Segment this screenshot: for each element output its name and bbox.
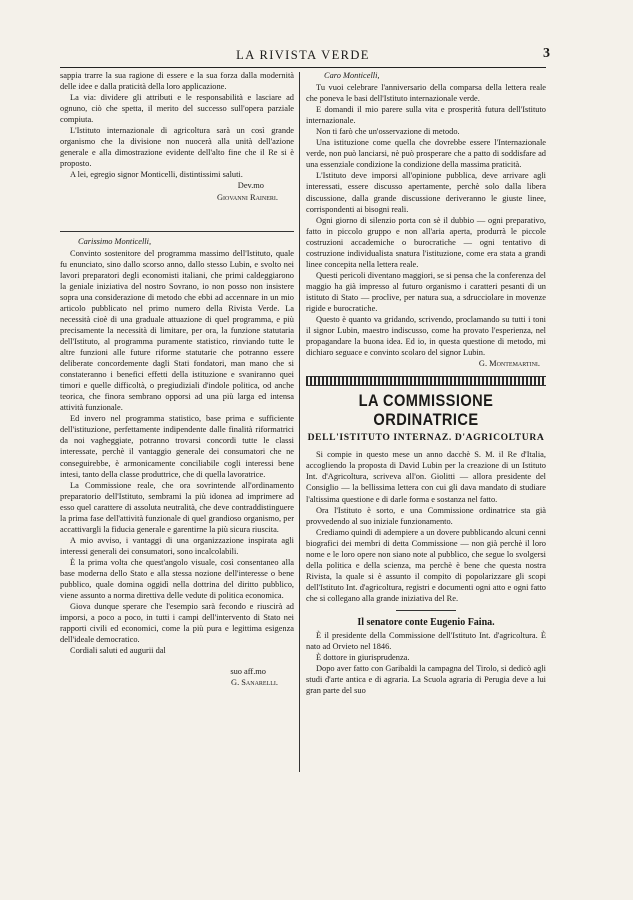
signature-raineri: Giovanni Raineri. bbox=[216, 192, 278, 202]
header-rule bbox=[60, 67, 546, 68]
paragraph: E domandi il mio parere sulla vita e prosperità futura dell'Istituto internazionale. bbox=[306, 105, 546, 126]
person-heading: Il senatore conte Eugenio Faina. bbox=[357, 616, 495, 628]
paragraph: Convinto sostenitore del programma massimo dell'Istituto, quale fu enunciato, sino dallo scorso anno, dallo stesso Lubin, e svolto nei lavori preparatori degli economisti italiani, che primi caldeggiarono la geniale iniziativa del nostro Sovrano, io non posso non insistere sopra una considerazione di metodo che ebbi ad accennare in un mio articolo pubblicato nel primo numero della Rivista Verde. La necessità cioè di una graduale attuazione di quel programma, e più precisamente la necessità di limitare, per ora, la funzione statutaria dell'Istituto, al programma puramente statistico, rinviando tutte le altre funzioni alle future riforme statutarie che potranno essere deliberate concordemente dagli Stati fondatori, man mano che si constateranno i benefici effetti della istituzione e svaniranno quei timori e quelle difficoltà, o pregiudiziali d'indole politica, od anche teorica, che finora sembrano opporsi ad una più larga ed intensa attività funzionale. bbox=[60, 248, 294, 413]
signature-montemartini: G. Montemartini. bbox=[478, 359, 540, 369]
section-subtitle: DELL'ISTITUTO INTERNAZ. D'AGRICOLTURA bbox=[307, 432, 545, 444]
ornamental-rule bbox=[306, 376, 546, 386]
right-column bbox=[306, 70, 546, 696]
left-column bbox=[60, 70, 294, 688]
paragraph: Ed invero nel programma statistico, base prima e sufficiente dell'istituzione, perfettamente indipendente dalle finalità riformatrici da noi vagheggiate, potranno trovarsi concordi tutte le classi interessate, perchè il vantaggio generale dei consumatori che ne conseguirebbe, è armonicamente conciliabile cogli interessi bene intesi, tanto della classe produttrice, che di quella lavoratrice. bbox=[60, 414, 294, 479]
paragraph: A lei, egregio signor Monticelli, distintissimi saluti. bbox=[70, 170, 243, 180]
paragraph: Non ti farò che un'osservazione di metodo. bbox=[316, 127, 460, 137]
signature-closing: suo aff.mo bbox=[230, 667, 266, 677]
paragraph: sappia trarre la sua ragione di essere e la sua forza dalla modernità delle idee e dalla praticità della loro applicazione. bbox=[60, 71, 294, 92]
page-number: 3 bbox=[543, 46, 550, 61]
section-title: LA COMMISSIONE ORDINATRICE bbox=[358, 391, 494, 430]
paragraph: È il presidente della Commissione dell'Istituto Int. d'agricoltura. È nato ad Orvieto nel 1846. bbox=[306, 631, 546, 652]
paragraph: A mio avviso, i vantaggi di una organizzazione inspirata agli interessi generali dei consumatori, sono incalcolabili. bbox=[60, 535, 294, 556]
paragraph: L'Istituto deve imporsi all'opinione pubblica, deve arrivare agli interessati, essere discusso apertamente, perchè solo dalla libera discussione, dalla grande discussione deriveranno le giuste linee, corrispondenti ai bisogni reali. bbox=[306, 171, 546, 214]
journal-title: LA RIVISTA VERDE bbox=[236, 48, 370, 62]
section-divider bbox=[396, 610, 456, 611]
paragraph: La via: dividere gli attributi e le responsabilità e lasciare ad ognuno, ciò che spetta, il merito del successo sull'opera parziale compiuta. bbox=[60, 93, 294, 125]
signature-sanarelli: G. Sanarelli. bbox=[231, 678, 278, 688]
paragraph: Crediamo quindi di adempiere a un dovere pubblicando alcuni cenni biografici dei membri di detta Commissione — non già perchè il loro nome e le loro opere non siano note al pubblico, che segue lo svolgersi della politica e della scienza, ma perchè è bene che questa nostra Rivista, la quale si è assunto il compito di popolarizzare gli scopi dell'Istituto Int. d'agricoltura, registri e documenti ogni atto e ogni fatto che si collegano alla grande iniziativa del Re. bbox=[306, 527, 546, 603]
paragraph: Giova dunque sperare che l'esempio sarà fecondo e riuscirà ad imporsi, a poco a poco, in tutti i campi dell'intervento di Stato nei rapporti civili ed economici, come la più pura e legittima esigenza dell'ideale democratico. bbox=[60, 602, 294, 645]
paragraph: È dottore in giurisprudenza. bbox=[316, 653, 410, 663]
paragraph: Dopo aver fatto con Garibaldi la campagna del Tirolo, si dedicò agli studi d'arte antica e di agraria. La Scuola agraria di Perugia deve a lui gran parte del suo bbox=[306, 664, 546, 696]
letter-salutation: Caro Monticelli, bbox=[324, 71, 380, 80]
column-divider bbox=[299, 72, 300, 772]
paragraph: Si compie in questo mese un anno dacchè S. M. il Re d'Italia, accogliendo la proposta di David Lubin per la creazione di un Istituto Int. d'Agricoltura, scriveva all'on. Giolitti — allora presidente del Consiglio — la bellissima lettera con cui gli dava mandato di studiare l'altissima questione e di darle forma e sostanza nel fatto. bbox=[306, 450, 546, 504]
paragraph: L'Istituto internazionale di agricoltura sarà un così grande organismo che la divisione non nuocerà alla unità dell'azione generale e alla dimostrazione evidente dell'alto fine che il Re si è proposto. bbox=[60, 126, 294, 169]
paragraph: Questo è quanto va gridando, scrivendo, proclamando su tutti i toni il signor Lubin, maestro indiscusso, come ha provato l'esperienza, nel propagandare la buona idea. Ed io, in questa questione di metodo, mi dichiaro seguace e convinto scolaro del signor Lubin. bbox=[306, 315, 546, 358]
letter-salutation: Carissimo Monticelli, bbox=[78, 236, 152, 246]
paragraph: La Commissione reale, che ora sovrintende all'ordinamento preparatorio dell'Istituto, sembrami la più idonea ad imprimere ad esso quel carattere di assoluta neutralità, che deve contraddistinguere la prima fase dell'attività funzionale di quel grandioso organismo, per accattivargli la fiducia generale e garentirne la più sicura riuscita. bbox=[60, 480, 294, 534]
paragraph: Questi pericoli diventano maggiori, se si pensa che la conferenza del maggio ha già impresso al futuro organismo i caratteri pesanti di un istituto di Stato — proclive, per natura sua, a sdrucciolare in movenze rigide e burocratiche. bbox=[306, 270, 546, 313]
paragraph: Una istituzione come quella che dovrebbe essere l'Internazionale verde, non può lanciarsi, nè può prosperare che a patto di soddisfare ad una essenziale condizione la condizione della massima praticità. bbox=[306, 138, 546, 170]
paragraph: Cordiali saluti ed augurii dal bbox=[70, 646, 166, 656]
paragraph: Ora l'Istituto è sorto, e una Commissione ordinatrice sta già provvedendo al suo iniziale funzionamento. bbox=[306, 505, 546, 526]
running-header bbox=[60, 46, 550, 66]
paragraph: Ogni giorno di silenzio porta con sè il dubbio — ogni preparativo, fatto in piccolo gruppo e non all'aria aperta, produrrà le piccole costruzioni accademiche o burocratiche — ogni tentativo di costruzione individualista snatura l'istituzione, come era stata a grandi linee concepita nella lettera reale. bbox=[306, 215, 546, 269]
paragraph: Tu vuoi celebrare l'anniversario della comparsa della lettera reale che poneva le basi dell'Istituto internazionale verde. bbox=[306, 83, 546, 104]
signature-closing: Dev.mo bbox=[237, 181, 264, 191]
letter-separator bbox=[60, 231, 294, 232]
paragraph: È la prima volta che quest'angolo visuale, così consentaneo alla base moderna dello Stato e alla stessa nozione dell'interesse o bene pubblico, quale domina oggidì nella dottrina del diritto pubblico, viene assunto a norma direttiva delle vedute di politica economica. bbox=[60, 557, 294, 601]
